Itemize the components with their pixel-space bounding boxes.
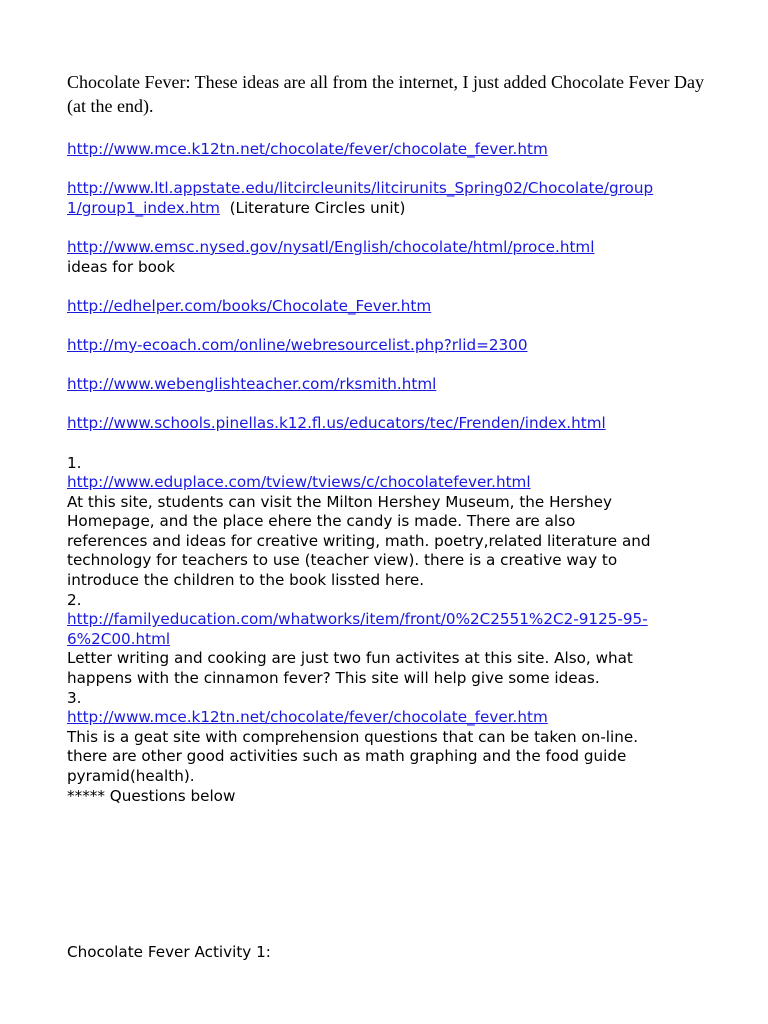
link-eduplace[interactable]: http://www.eduplace.com/tview/tviews/c/chocolatefever.html xyxy=(67,473,531,492)
activity-heading: Chocolate Fever Activity 1: xyxy=(67,943,271,962)
document-page xyxy=(67,70,707,963)
link-item-5 xyxy=(67,336,707,356)
item-1-line-5: introduce the children to the book lissted here. xyxy=(67,571,425,590)
item-3-line-2: there are other good activities such as math graphing and the food guide xyxy=(67,747,627,766)
intro-paragraph: Chocolate Fever: These ideas are all from the internet, I just added Chocolate Fever Day (at the end). xyxy=(67,72,704,116)
item-2-line-1: Letter writing and cooking are just two fun activites at this site. Also, what xyxy=(67,649,633,668)
link-note-literature-circles: (Literature Circles unit) xyxy=(229,198,406,217)
link-webenglishteacher[interactable]: http://www.webenglishteacher.com/rksmith.html xyxy=(67,375,437,394)
item-3-line-1: This is a geat site with comprehension questions that can be taken on-line. xyxy=(67,727,639,746)
link-item-3 xyxy=(67,238,707,277)
link-item-1 xyxy=(67,140,707,160)
link-item-4 xyxy=(67,297,707,317)
questions-below-note: ***** Questions below xyxy=(67,786,236,805)
item-3-line-3: pyramid(health). xyxy=(67,767,195,785)
link-ltl-appstate-line2[interactable]: 1/group1_index.htm xyxy=(67,198,220,217)
link-item-2 xyxy=(67,179,707,218)
link-item-6 xyxy=(67,375,707,395)
link-item-7 xyxy=(67,414,707,434)
item-1-line-4: technology for teachers to use (teacher view). there is a creative way to xyxy=(67,551,618,570)
link-edhelper[interactable]: http://edhelper.com/books/Chocolate_Fever.htm xyxy=(67,296,432,315)
link-list xyxy=(67,140,707,963)
item-number-3: 3. xyxy=(67,688,82,707)
link-schools-pinellas[interactable]: http://www.schools.pinellas.k12.fl.us/educators/tec/Frenden/index.html xyxy=(67,414,606,433)
spacer xyxy=(67,806,707,943)
link-note-ideas-for-book: ideas for book xyxy=(67,257,175,276)
item-1-line-2: Homepage, and the place ehere the candy is made. There are also xyxy=(67,512,576,531)
link-ltl-appstate-line1[interactable]: http://www.ltl.appstate.edu/litcircleunits/litcirunits_Spring02/Chocolate/group xyxy=(67,179,654,198)
link-familyeducation-line2[interactable]: 6%2C00.html xyxy=(67,629,171,648)
item-number-2: 2. xyxy=(67,590,82,609)
link-mce-chocolate-fever[interactable]: http://www.mce.k12tn.net/chocolate/fever/chocolate_fever.htm xyxy=(67,140,548,158)
link-my-ecoach[interactable]: http://my-ecoach.com/online/webresourcelist.php?rlid=2300 xyxy=(67,335,528,354)
numbered-item-3 xyxy=(67,689,707,787)
item-number-1: 1. xyxy=(67,453,82,472)
link-emsc-nysed[interactable]: http://www.emsc.nysed.gov/nysatl/English/chocolate/html/proce.html xyxy=(67,237,595,256)
item-2-line-2: happens with the cinnamon fever? This site will help give some ideas. xyxy=(67,669,600,688)
link-familyeducation-line1[interactable]: http://familyeducation.com/whatworks/item/front/0%2C2551%2C2-9125-95- xyxy=(67,610,648,629)
numbered-item-1 xyxy=(67,454,707,591)
numbered-item-2 xyxy=(67,591,707,689)
item-1-line-3: references and ideas for creative writing, math. poetry,related literature and xyxy=(67,531,651,550)
link-mce-chocolate-fever-2[interactable]: http://www.mce.k12tn.net/chocolate/fever/chocolate_fever.htm xyxy=(67,708,548,727)
numbered-section xyxy=(67,454,707,807)
item-1-line-1: At this site, students can visit the Milton Hershey Museum, the Hershey xyxy=(67,492,612,511)
